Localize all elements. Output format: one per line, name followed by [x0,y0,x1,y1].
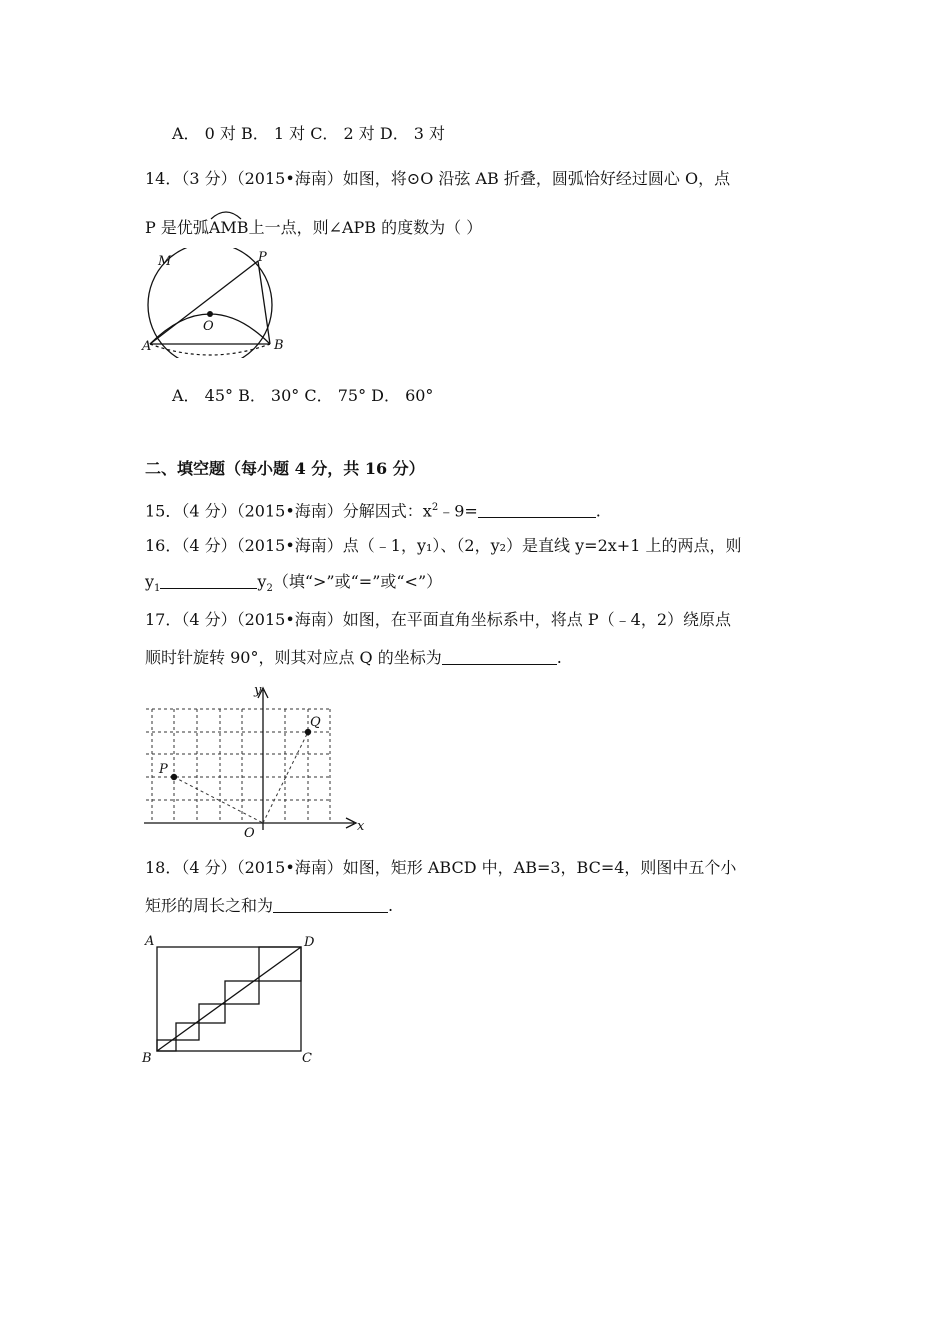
q15-text-pre: 15．（4 分）（2015•海南）分解因式：x [145,501,432,521]
q16-sub2: 2 [266,583,273,595]
label-d: D [304,935,315,950]
q18-line2-post: . [388,896,394,915]
label-point-q: Q [310,715,321,730]
label-c: C [302,1051,312,1066]
label-x: x [357,819,365,834]
dashed-lower-arc [150,344,270,355]
arc-symbol-icon [209,208,243,220]
q15-sup: 2 [431,502,439,513]
q14-circle-figure [140,248,300,358]
center-dot [207,311,213,317]
q17-grid-figure [140,680,370,840]
q16-line2 [145,571,442,600]
q17-answer-blank[interactable] [442,648,557,665]
q18-line1: 18．（4 分）（2015•海南）如图，矩形 ABCD 中，AB=3，BC=4，则图中五个小 [145,858,737,877]
q14-arc-text: AMB [208,218,249,237]
q15-text-post: . [595,501,601,521]
q14-stem-line2-pre: P 是优弧 [145,218,209,237]
q16-y1: y [145,572,155,591]
q15-line [145,497,601,522]
point-p [171,774,177,780]
label-a: A [145,934,155,949]
q15-answer-blank[interactable] [478,501,596,518]
q18-answer-blank[interactable] [273,896,388,913]
dashed-grid [146,709,330,823]
label-y: y [254,683,262,698]
q14-stem-line1: 14．（3 分）（2015•海南）如图，将⊙O 沿弦 AB 折叠，圆弧恰好经过圆心 O，点 [145,169,731,188]
q14-options: A． 45° B． 30° C． 75° D． 60° [172,386,434,405]
label-b: B [274,338,284,353]
label-p: P [258,250,267,265]
q18-line2 [145,895,393,917]
label-m: M [158,254,172,269]
q17-line2-pre: 顺时针旋转 90°，则其对应点 Q 的坐标为 [145,648,442,667]
q14-stem-line2-post: 上一点，则∠APB 的度数为（ ） [248,218,483,237]
label-o: O [203,319,214,334]
q18-line2-pre: 矩形的周长之和为 [145,896,274,915]
label-b: B [142,1051,152,1066]
q16-answer-blank[interactable] [160,572,257,589]
q16-sub1: 1 [154,583,161,595]
q14-arc-notation [209,217,249,239]
q13-options: A． 0 对 B． 1 对 C． 2 对 D． 3 对 [172,124,446,143]
label-origin: O [244,826,255,840]
diagonal-bd [157,947,301,1051]
q16-line1: 16．（4 分）（2015•海南）点（﹣1，y₁）、（2，y₂）是直线 y=2x+1 上的两点，则 [145,536,742,555]
section-heading: 二、填空题（每小题 4 分，共 16 分） [145,459,425,478]
q15-text-mid: ﹣9= [438,501,478,521]
q16-line2-post: （填“>”或“=”或“<”） [272,572,443,591]
q17-line2 [145,647,562,669]
q18-rectangle-figure [140,928,330,1068]
q17-line1: 17．（4 分）（2015•海南）如图，在平面直角坐标系中，将点 P（﹣4，2）绕原点 [145,610,731,629]
q17-line2-post: . [556,648,562,667]
q14-stem-line2 [145,217,482,239]
label-a: A [142,339,152,354]
label-point-p: P [159,762,168,777]
q16-y2: y [257,572,267,591]
